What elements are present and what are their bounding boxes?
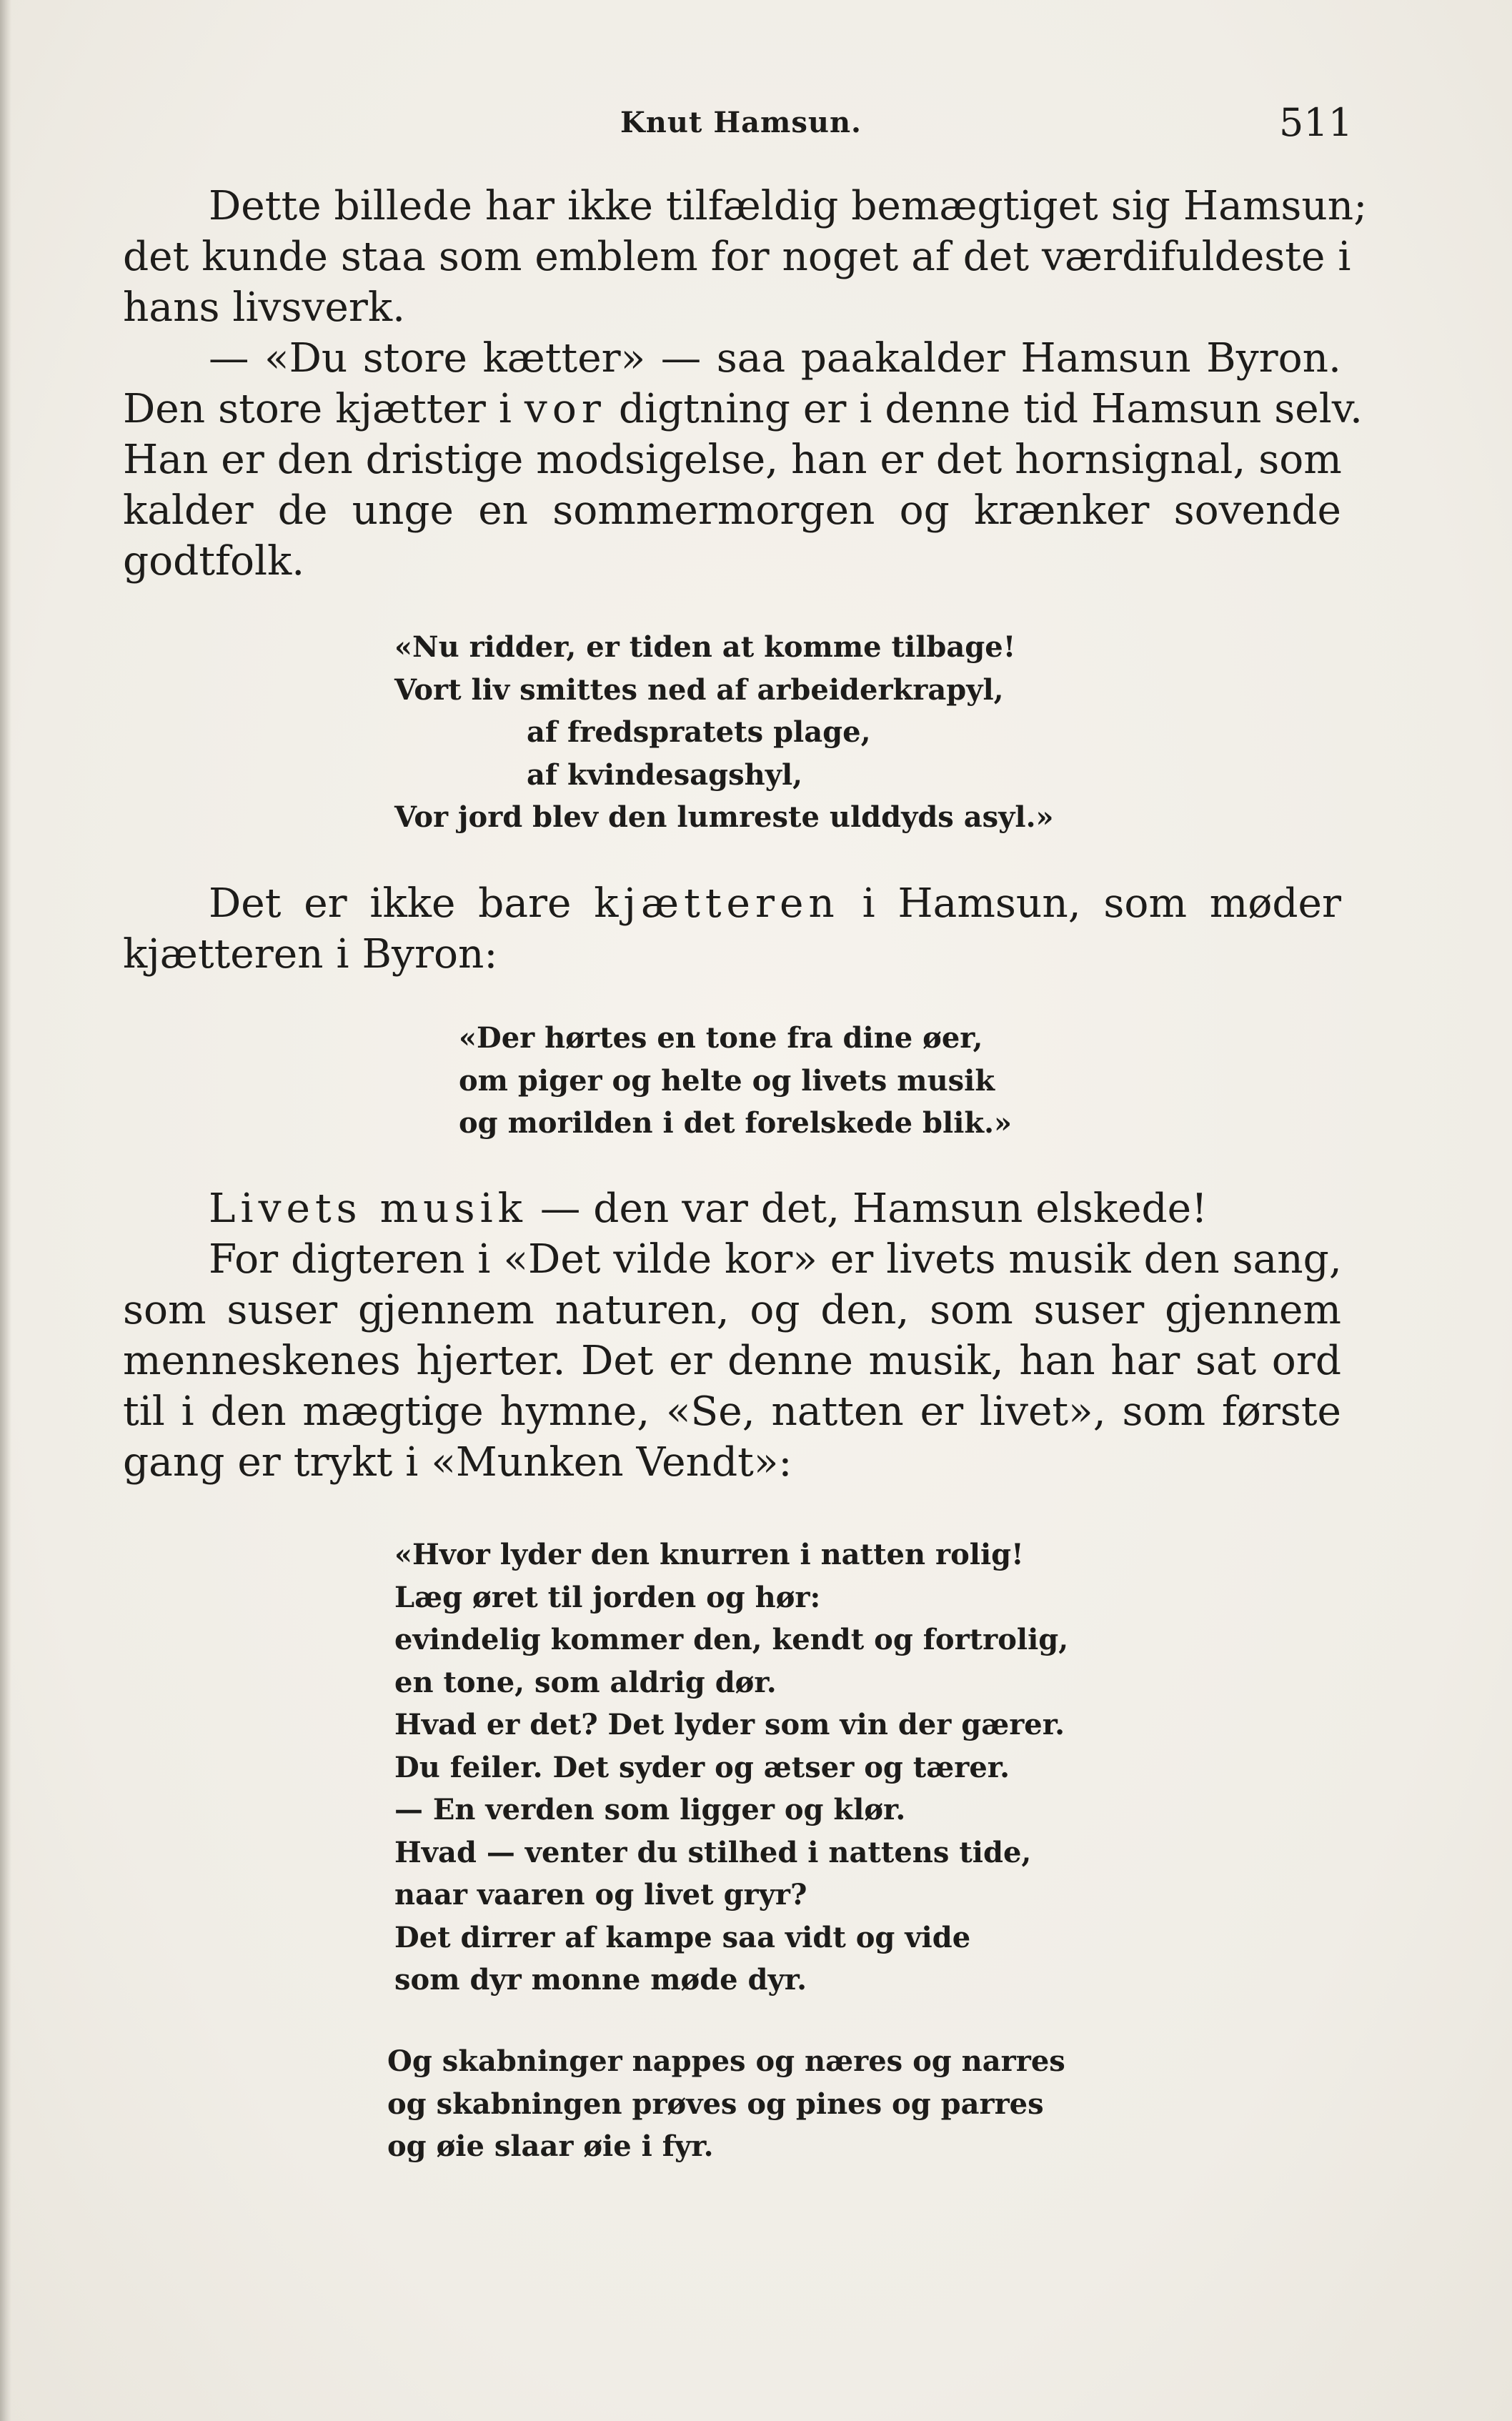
text-run: digtning er i denne tid Hamsun selv.	[605, 386, 1363, 432]
verse-line: «Nu ridder, er tiden at komme tilbage!	[394, 630, 1016, 664]
text-run: i Hamsun, som møder	[839, 880, 1341, 927]
verse-line: af kvindesagshyl,	[527, 757, 803, 792]
text-line: — «Du store kætter» — saa paakalder Hamsun Byron.	[209, 335, 1341, 382]
emphasis-spaced: kjætteren	[594, 880, 840, 927]
verse-quote-1	[394, 626, 1054, 839]
text-run: Den store kjætter i	[123, 386, 524, 432]
verse-line: om piger og helte og livets musik	[459, 1063, 995, 1098]
text-line: som suser gjennem naturen, og den, som suser gjennem	[123, 1287, 1341, 1333]
emphasis-spaced: Livets musik	[209, 1185, 527, 1232]
running-title: Knut Hamsun.	[620, 106, 862, 139]
text-line: Dette billede har ikke tilfældig bemægtiget sig Hamsun;	[209, 183, 1368, 229]
running-head	[0, 100, 1512, 150]
verse-line: af fredspratets plage,	[527, 715, 871, 749]
verse-line: Og skabninger nappes og næres og narres	[387, 2044, 1065, 2078]
verse-line: naar vaaren og livet gryr?	[394, 1878, 807, 1912]
text-line	[123, 878, 1341, 929]
text-line: til i den mægtige hymne, «Se, natten er livet», som første	[123, 1388, 1341, 1435]
verse-line: Du feiler. Det syder og ætser og tærer.	[394, 1750, 1010, 1784]
verse-line: Hvad — venter du stilhed i nattens tide,	[394, 1835, 1032, 1869]
text-run: Det er ikke bare	[209, 880, 595, 927]
paragraph-1	[123, 181, 1368, 333]
verse-line: og øie slaar øie i fyr.	[387, 2129, 714, 2163]
verse-quote-3	[394, 1533, 1068, 2002]
text-line	[123, 1183, 1341, 1234]
text-line: hans livsverk.	[123, 284, 406, 331]
verse-line: Hvad er det? Det lyder som vin der gærer.	[394, 1708, 1065, 1741]
text-line: For digteren i «Det vilde kor» er livets musik den sang,	[209, 1236, 1342, 1283]
verse-line: Læg øret til jorden og hør:	[394, 1580, 821, 1614]
text-line	[123, 384, 1363, 434]
text-run: — den var det, Hamsun elskede!	[527, 1185, 1208, 1232]
text-line: menneskenes hjerter. Det er denne musik, han har sat ord	[123, 1338, 1341, 1384]
paragraph-3	[123, 878, 1341, 980]
verse-line: og skabningen prøves og pines og parres	[387, 2087, 1044, 2121]
text-line: det kunde staa som emblem for noget af det værdifuldeste i	[123, 234, 1351, 280]
verse-line: Det dirrer af kampe saa vidt og vide	[394, 1920, 971, 1954]
verse-line: evindelig kommer den, kendt og fortrolig,	[394, 1623, 1069, 1656]
verse-quote-4	[387, 2040, 1065, 2168]
text-line: godtfolk.	[123, 538, 305, 585]
page-spine-shadow	[0, 0, 11, 2421]
verse-line: — En verden som ligger og klør.	[394, 1793, 906, 1826]
text-line: gang er trykt i «Munken Vendt»:	[123, 1439, 792, 1486]
verse-line: «Hvor lyder den knurren i natten rolig!	[394, 1538, 1024, 1571]
text-line: kalder de unge en sommermorgen og krænker sovende	[123, 487, 1341, 534]
paragraph-2	[123, 333, 1363, 587]
verse-line: som dyr monne møde dyr.	[394, 1963, 807, 1997]
emphasis-spaced: vor	[524, 386, 606, 432]
verse-line: «Der hørtes en tone fra dine øer,	[459, 1021, 983, 1055]
verse-line: Vort liv smittes ned af arbeiderkrapyl,	[394, 672, 1004, 707]
text-line: kjætteren i Byron:	[123, 931, 498, 978]
verse-line: Vor jord blev den lumreste ulddyds asyl.»	[394, 800, 1054, 834]
text-line: Han er den dristige modsigelse, han er det hornsignal, som	[123, 437, 1342, 483]
page-number: 511	[1279, 100, 1353, 145]
verse-line: og morilden i det forelskede blik.»	[459, 1106, 1013, 1140]
verse-quote-2	[459, 1017, 1012, 1145]
verse-line: en tone, som aldrig dør.	[394, 1665, 777, 1699]
paragraph-4	[123, 1183, 1341, 1488]
